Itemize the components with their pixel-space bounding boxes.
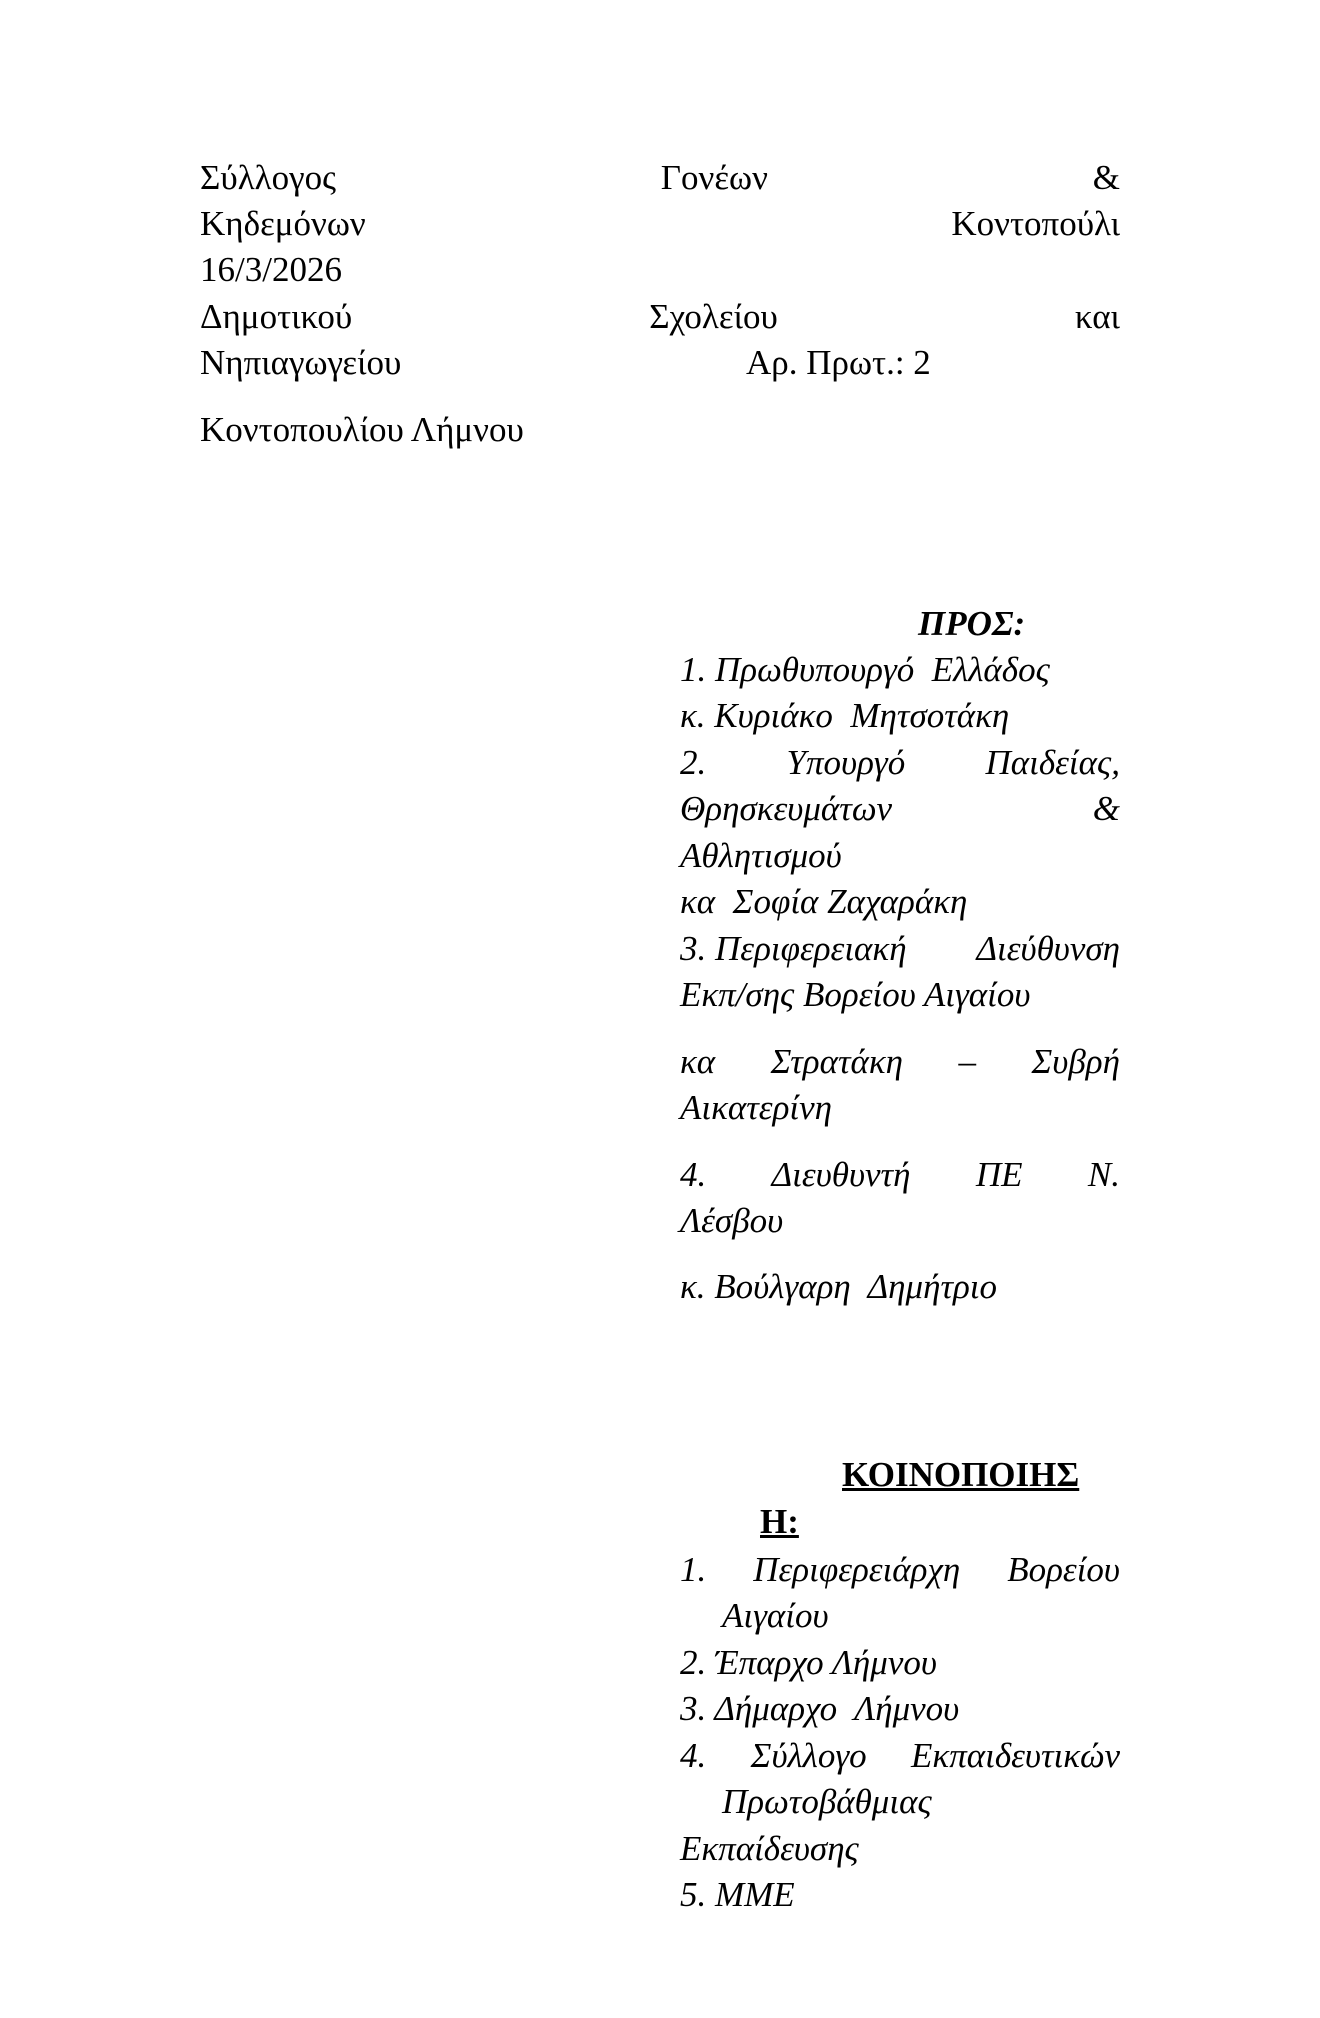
to-title: ΠΡΟΣ: xyxy=(918,604,1026,643)
document-date: 16/3/2026 xyxy=(200,250,342,289)
cc-text: 5. ΜΜΕ xyxy=(680,1875,795,1914)
cc-text: Εκπαίδευσης xyxy=(680,1829,859,1868)
sender-line-6: Κοντοπουλίου Λήμνου xyxy=(200,410,524,449)
recipient-text: 4. xyxy=(680,1155,707,1194)
cc-line xyxy=(722,1596,829,1636)
cc-text: 1. xyxy=(680,1550,707,1589)
cc-line xyxy=(680,1689,1120,1729)
recipient-text: κ. Κυριάκο xyxy=(680,696,833,735)
cc-text: 4. xyxy=(680,1736,707,1775)
recipient-line xyxy=(680,650,1120,690)
recipient-line xyxy=(680,1267,1120,1307)
recipient-line xyxy=(680,789,1120,829)
sender-line-5: Νηπιαγωγείου xyxy=(200,343,402,382)
recipient-text: κα xyxy=(680,1042,716,1081)
cc-text: Αιγαίου xyxy=(722,1596,829,1635)
cc-line xyxy=(680,1829,1120,1869)
recipient-text: Λέσβου xyxy=(680,1201,784,1240)
recipient-text: – xyxy=(958,1042,977,1081)
recipient-text: Διεύθυνση xyxy=(976,929,1120,968)
cc-line xyxy=(680,1736,1120,1776)
cc-text: Λήμνου xyxy=(854,1689,960,1728)
recipient-line xyxy=(680,975,1120,1015)
recipient-line xyxy=(680,1201,1120,1241)
place-name: Κοντοπούλι xyxy=(951,204,1120,243)
recipient-line xyxy=(680,1042,1120,1082)
recipient-text: 3. Περιφερειακή xyxy=(680,929,907,968)
recipient-text: Αθλητισμού xyxy=(680,836,842,875)
cc-line xyxy=(680,1643,1120,1683)
recipient-text: 1. Πρωθυπουργό xyxy=(680,650,915,689)
sender-word: Κηδεμόνων xyxy=(200,204,366,243)
recipient-text: κα xyxy=(680,882,716,921)
sender-line-4 xyxy=(200,297,1120,337)
recipient-text: Δημήτριο xyxy=(867,1267,997,1306)
recipient-text: Διευθυντή xyxy=(771,1155,911,1194)
recipient-line xyxy=(680,929,1120,969)
recipient-line xyxy=(680,836,1120,876)
cc-text: 2. Έπαρχο Λήμνου xyxy=(680,1643,937,1682)
sender-line-2 xyxy=(200,204,1120,244)
recipient-line xyxy=(680,1155,1120,1195)
recipient-text: Εκπ/σης Βορείου Αιγαίου xyxy=(680,975,1031,1014)
sender-word: Γονέων xyxy=(660,158,768,197)
recipient-line xyxy=(680,696,1120,736)
sender-word: Σχολείου xyxy=(649,297,778,336)
cc-line xyxy=(680,1875,1120,1915)
recipient-text: Αικατερίνη xyxy=(680,1088,833,1127)
recipient-line xyxy=(680,1088,1120,1128)
cc-title-continuation: Η: xyxy=(760,1502,799,1541)
cc-text: Πρωτοβάθμιας xyxy=(722,1782,932,1821)
recipient-text: Ν. xyxy=(1087,1155,1120,1194)
cc-text: Περιφερειάρχη xyxy=(753,1550,961,1589)
cc-title: ΚΟΙΝΟΠΟΙΗΣ xyxy=(842,1455,1080,1494)
sender-word: Σύλλογος xyxy=(200,158,336,197)
recipient-text: Θρησκευμάτων xyxy=(680,789,893,828)
sender-line-1 xyxy=(200,158,1120,198)
sender-word: & xyxy=(1092,158,1120,197)
recipient-text: Στρατάκη xyxy=(770,1042,904,1081)
cc-text: 3. Δήμαρχο xyxy=(680,1689,838,1728)
recipient-text: Σοφία Ζαχαράκη xyxy=(732,882,968,921)
recipient-text: Παιδείας, xyxy=(985,743,1120,782)
recipient-text: ΠΕ xyxy=(975,1155,1023,1194)
sender-word: Δημοτικού xyxy=(200,297,353,336)
cc-line xyxy=(680,1550,1120,1590)
recipient-text: Υπουργό xyxy=(786,743,906,782)
recipient-text: Μητσοτάκη xyxy=(850,696,1010,735)
recipient-text: & xyxy=(1092,789,1120,828)
recipient-line xyxy=(680,743,1120,783)
protocol-number: Αρ. Πρωτ.: 2 xyxy=(746,343,931,382)
cc-text: Σύλλογο xyxy=(750,1736,867,1775)
sender-word: και xyxy=(1074,297,1120,336)
recipient-text: Συβρή xyxy=(1031,1042,1120,1081)
cc-text: Βορείου xyxy=(1007,1550,1120,1589)
cc-line xyxy=(722,1782,932,1822)
recipient-text: 2. xyxy=(680,743,707,782)
recipient-text: Ελλάδος xyxy=(931,650,1050,689)
recipient-line xyxy=(680,882,1120,922)
cc-text: Εκπαιδευτικών xyxy=(911,1736,1120,1775)
recipient-text: κ. Βούλγαρη xyxy=(680,1267,851,1306)
